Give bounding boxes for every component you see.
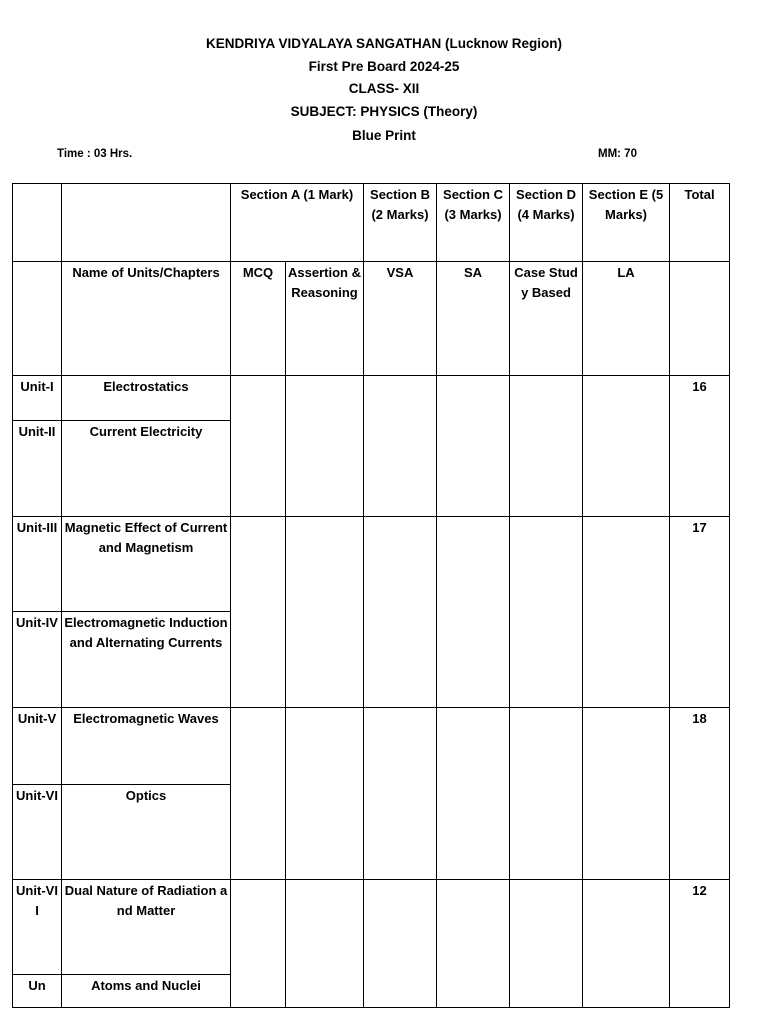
assertion-reasoning-header: Assertion & Reasoning [286,262,364,376]
mark-cell [286,880,364,1008]
unit-number: Unit-III [13,517,62,612]
doc-type-label: Blue Print [352,128,416,143]
unit-chapter-name: Magnetic Effect of Current and Magnetism [62,517,231,612]
total-value: 17 [670,517,730,708]
sa-header: SA [437,262,510,376]
table-row [13,376,730,421]
unit-number: Un [13,975,62,1008]
unit-number: Unit-IV [13,612,62,708]
unit-chapter-name: Dual Nature of Radiation and Matter [62,880,231,975]
mark-cell [437,517,510,708]
mcq-header: MCQ [231,262,286,376]
unit-number: Unit-VII [13,880,62,975]
time-label: Time : 03 Hrs. [57,148,133,160]
subheader-row [13,262,730,376]
max-marks-label: MM: 70 [598,148,637,160]
total-header: Total [670,184,730,262]
school-title: KENDRIYA VIDYALAYA SANGATHAN (Lucknow Region) [205,36,563,51]
total-value: 18 [670,708,730,880]
table-row [13,880,730,975]
mark-cell [583,517,670,708]
section-d-header: Section D (4 Marks) [510,184,583,262]
mark-cell [437,880,510,1008]
mark-cell [286,517,364,708]
mark-cell [583,880,670,1008]
unit-number: Unit-V [13,708,62,785]
section-header-row [13,184,730,262]
table-row [13,708,730,785]
section-c-header: Section C (3 Marks) [437,184,510,262]
mark-cell [364,708,437,880]
unit-number: Unit-I [13,376,62,421]
mark-cell [510,708,583,880]
unit-chapter-name: Atoms and Nuclei [62,975,231,1008]
unit-chapter-name: Electromagnetic Waves [62,708,231,785]
section-a-header: Section A (1 Mark) [231,184,364,262]
mark-cell [437,708,510,880]
mark-cell [364,376,437,517]
empty-cell [62,184,231,262]
chapter-name-header: Name of Units/Chapters [62,262,231,376]
total-value: 12 [670,880,730,1008]
exam-title: First Pre Board 2024-25 [308,59,460,74]
unit-chapter-name: Optics [62,785,231,880]
unit-chapter-name: Current Electricity [62,421,231,517]
mark-cell [583,376,670,517]
unit-number: Unit-VI [13,785,62,880]
unit-number: Unit-II [13,421,62,517]
class-label: CLASS- XII [348,81,420,96]
blueprint-table [12,183,730,1008]
empty-cell [670,262,730,376]
mark-cell [364,880,437,1008]
mark-cell [510,517,583,708]
subject-label: SUBJECT: PHYSICS (Theory) [290,104,478,119]
mark-cell [231,880,286,1008]
section-b-header: Section B (2 Marks) [364,184,437,262]
mark-cell [231,517,286,708]
total-value: 16 [670,376,730,517]
mark-cell [364,517,437,708]
mark-cell [437,376,510,517]
section-e-header: Section E (5 Marks) [583,184,670,262]
mark-cell [510,880,583,1008]
table-row [13,517,730,612]
case-study-header: Case Study Based [510,262,583,376]
mark-cell [231,708,286,880]
unit-chapter-name: Electrostatics [62,376,231,421]
mark-cell [510,376,583,517]
empty-cell [13,262,62,376]
empty-cell [13,184,62,262]
mark-cell [286,708,364,880]
mark-cell [583,708,670,880]
mark-cell [286,376,364,517]
unit-chapter-name: Electromagnetic Induction and Alternating Currents [62,612,231,708]
mark-cell [231,376,286,517]
vsa-header: VSA [364,262,437,376]
la-header: LA [583,262,670,376]
